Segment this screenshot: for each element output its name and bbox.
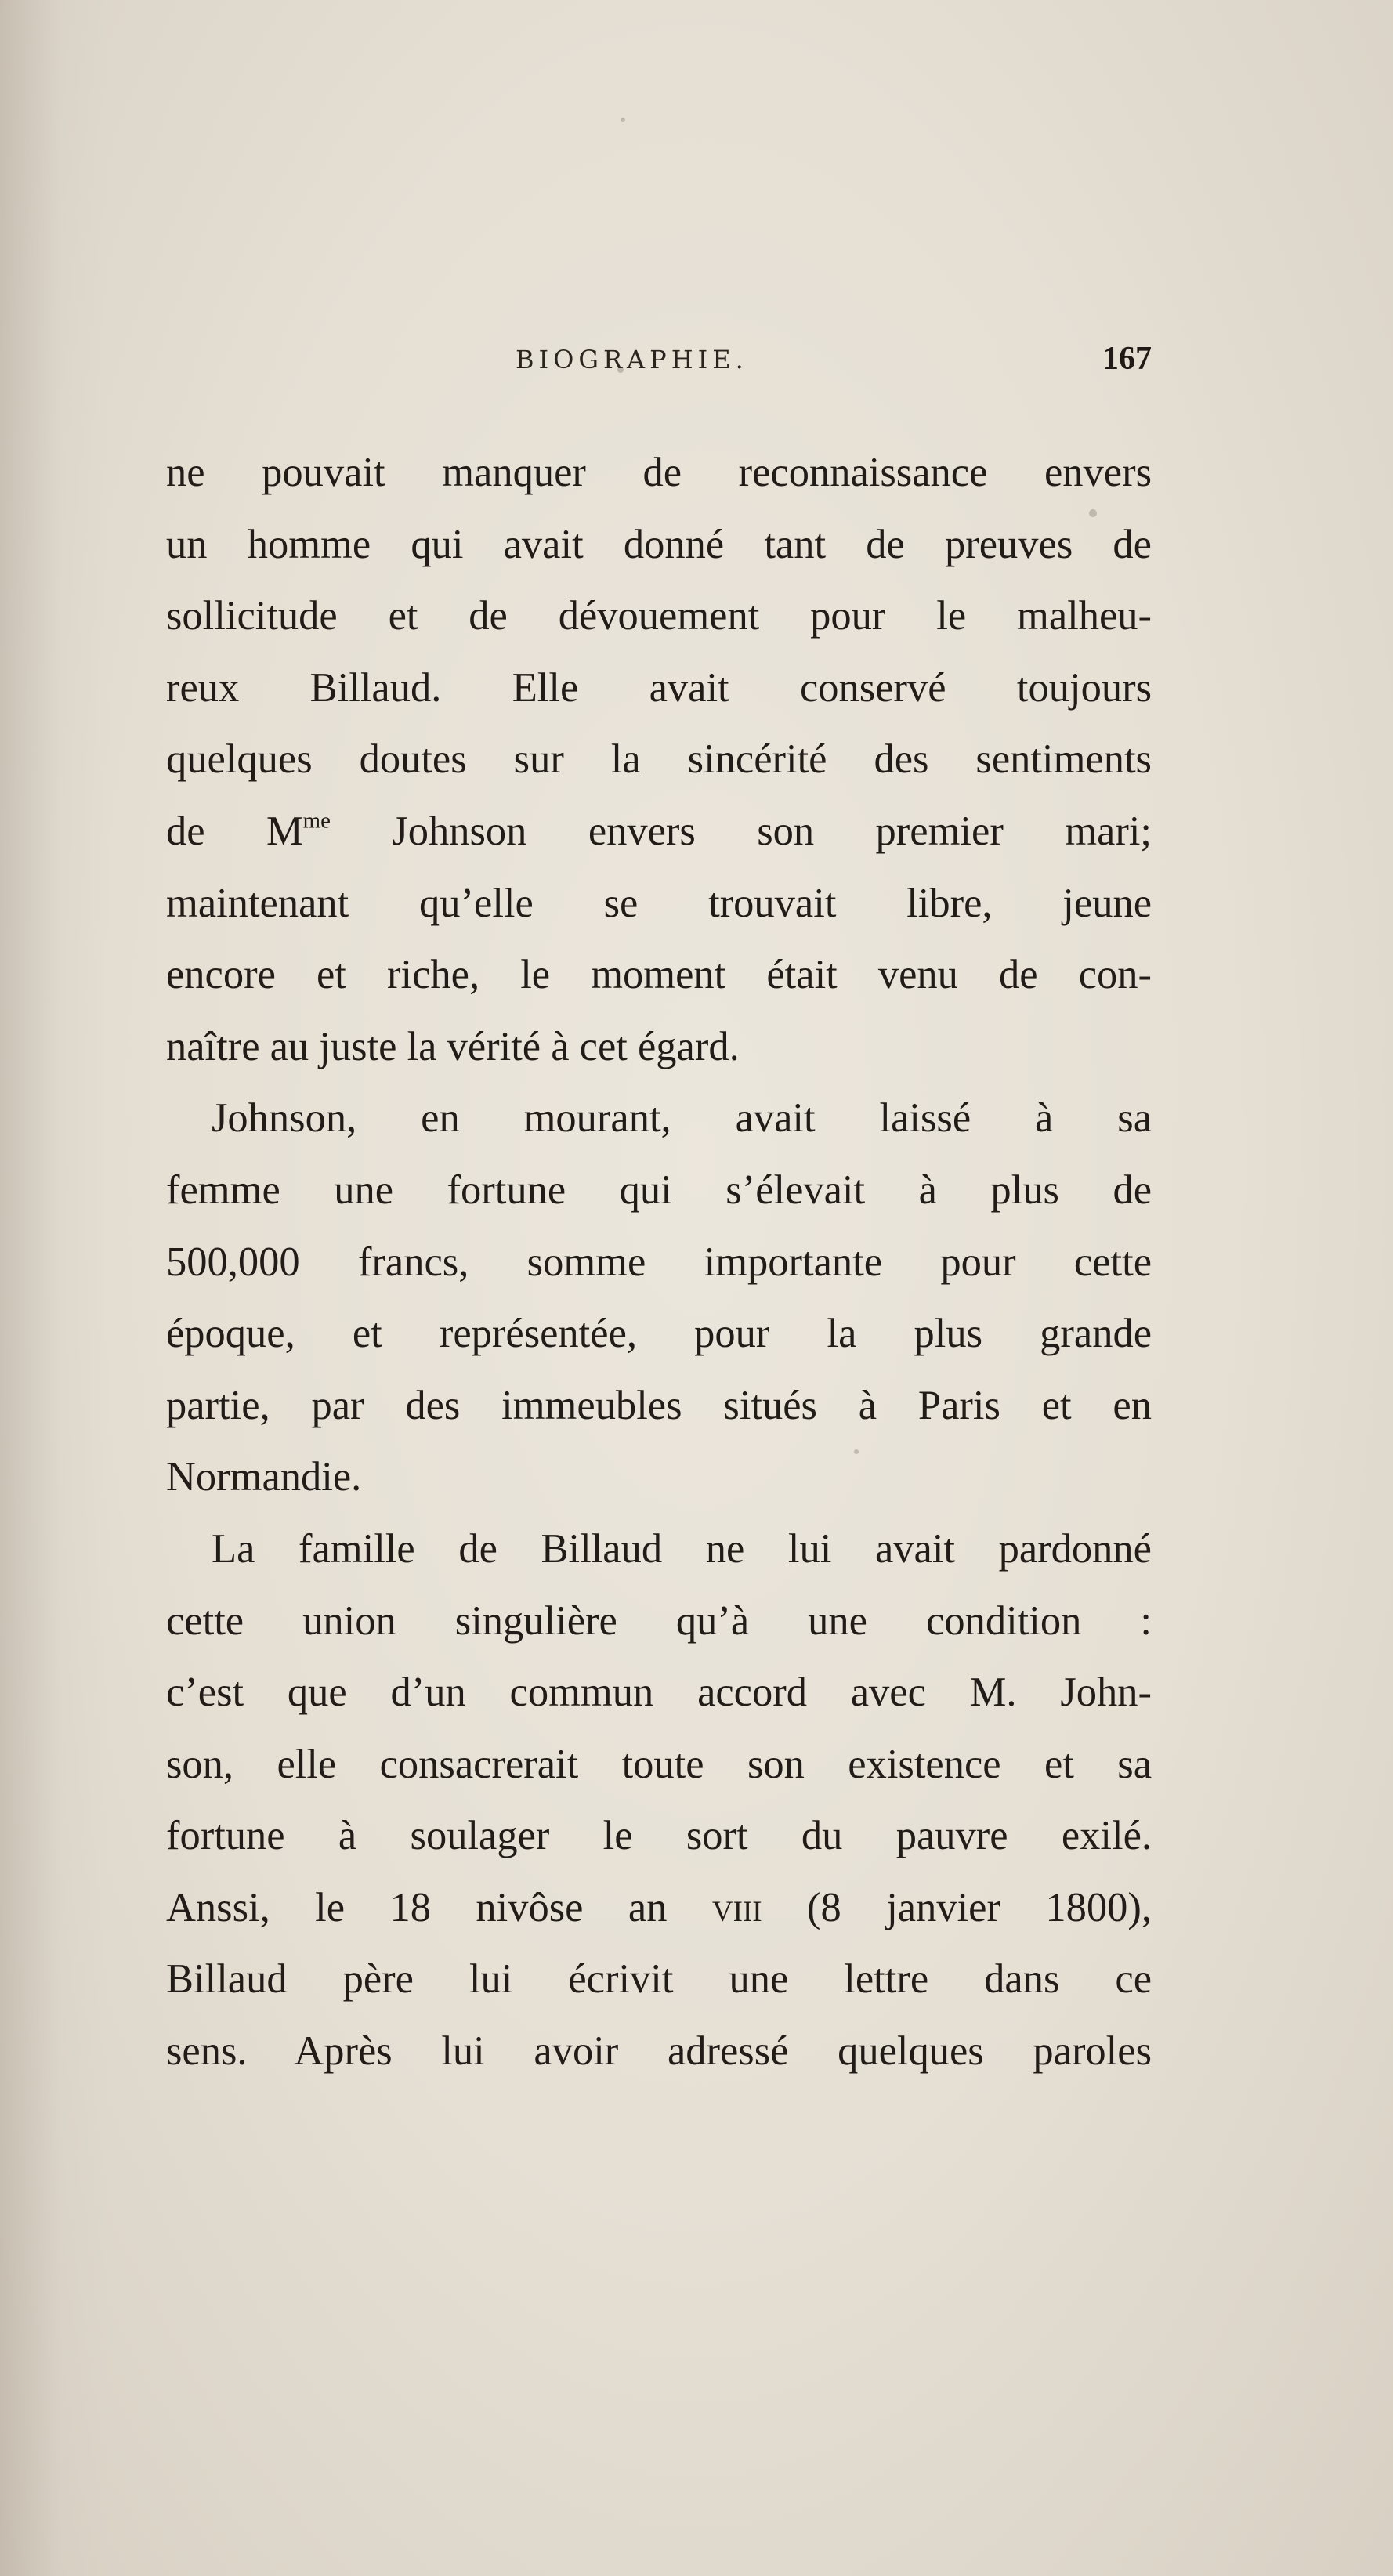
small-caps-numeral: viii <box>711 1884 762 1930</box>
text-line: femme une fortune qui s’élevait à plus de <box>166 1167 1152 1213</box>
text-line: 500,000 francs, somme importante pour cette <box>166 1239 1152 1285</box>
text-line: Normandie. <box>166 1454 362 1500</box>
running-head <box>166 341 1152 392</box>
text-line: ne pouvait manquer de reconnaissance envers <box>166 450 1152 495</box>
text-line: encore et riche, le moment était venu de con- <box>166 952 1152 998</box>
text-line: La famille de Billaud ne lui avait pardonné <box>212 1525 1152 1572</box>
text-line <box>166 1872 1152 1945</box>
text-fragment: (8 janvier 1800), <box>762 1884 1152 1930</box>
text-line: sens. Après lui avoir adressé quelques paroles <box>166 2028 1152 2075</box>
page-edge-shadow <box>0 0 110 2576</box>
text-line: son, elle consacrerait toute son existence et sa <box>166 1741 1152 1787</box>
text-line: Johnson, en mourant, avait laissé à sa <box>212 1095 1152 1141</box>
text-line: un homme qui avait donné tant de preuves de <box>166 521 1152 567</box>
text-line: c’est que d’un commun accord avec M. John- <box>166 1670 1152 1716</box>
text-fragment: Johnson envers son premier mari; <box>330 808 1152 854</box>
text-line: reux Billaud. Elle avait conservé toujours <box>166 664 1152 711</box>
superscript: me <box>302 808 331 834</box>
running-title: BIOGRAPHIE. <box>516 345 748 374</box>
text-line: fortune à soulager le sort du pauvre exilé. <box>166 1813 1152 1859</box>
page-number: 167 <box>1102 341 1152 377</box>
paper-speck <box>621 118 625 122</box>
text-line: cette union singulière qu’à une condition : <box>166 1597 1152 1644</box>
text-line: Billaud père lui écrivit une lettre dans ce <box>166 1956 1152 2003</box>
text-line <box>166 796 1152 868</box>
body-text <box>166 437 1152 2088</box>
text-line: quelques doutes sur la sincérité des sentiments <box>166 736 1152 783</box>
text-fragment: de M <box>166 808 303 854</box>
text-line: maintenant qu’elle se trouvait libre, jeune <box>166 880 1152 926</box>
text-fragment: Anssi, le 18 nivôse an <box>166 1884 712 1930</box>
text-line: époque, et représentée, pour la plus grande <box>166 1311 1152 1357</box>
text-line: partie, par des immeubles situés à Paris et en <box>166 1382 1152 1428</box>
text-line: naître au juste la vérité à cet égard. <box>166 1023 740 1069</box>
text-line: sollicitude et de dévouement pour le malheu- <box>166 593 1152 639</box>
